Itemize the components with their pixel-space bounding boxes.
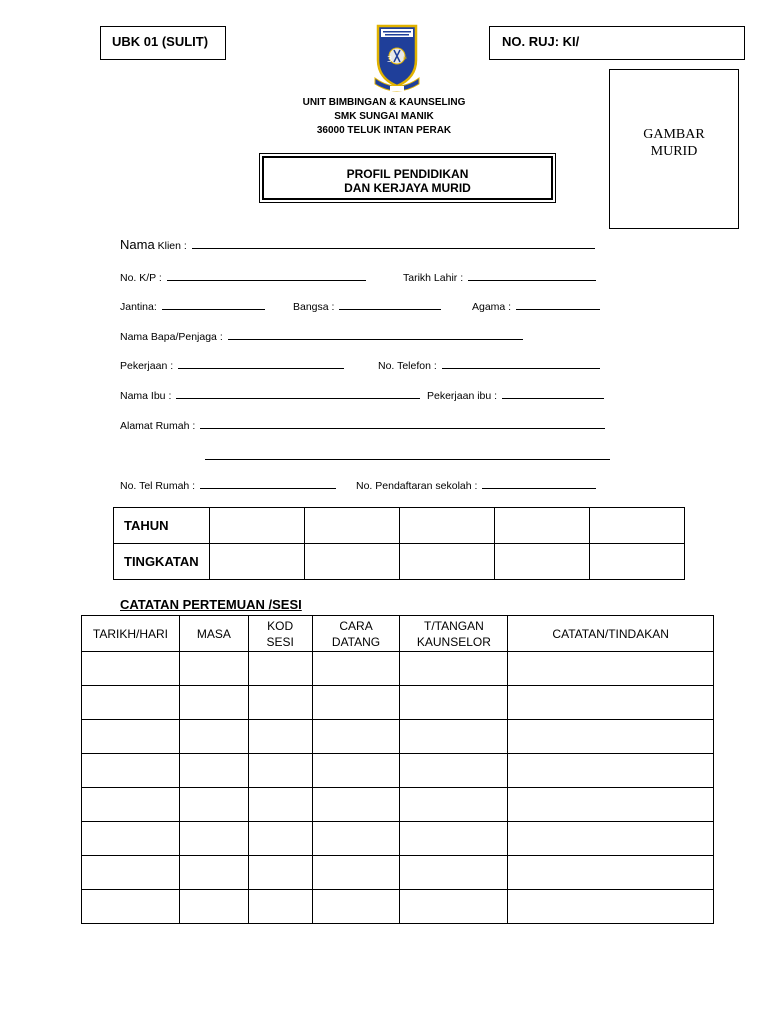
field-alamat-rumah[interactable] (120, 418, 605, 432)
header-tarikh-hari: TARIKH/HARI (82, 616, 180, 652)
label-no-pendaftaran: No. Pendaftaran sekolah : (356, 480, 478, 492)
table-cell[interactable] (508, 720, 714, 754)
table-row (82, 856, 714, 890)
field-nama-ibu[interactable] (120, 388, 420, 402)
input-line-nama[interactable] (192, 238, 595, 249)
table-cell[interactable] (312, 890, 400, 924)
table-row (82, 720, 714, 754)
table-cell[interactable] (495, 508, 590, 544)
input-line-bangsa[interactable] (339, 299, 441, 310)
table-cell[interactable] (400, 890, 508, 924)
label-tarikh-lahir: Tarikh Lahir : (403, 272, 464, 284)
svg-text:*: * (403, 55, 407, 64)
svg-text:3: 3 (387, 55, 393, 64)
sessions-title: CATATAN PERTEMUAN /SESI (120, 597, 302, 612)
table-cell[interactable] (312, 788, 400, 822)
field-tarikh-lahir[interactable] (403, 270, 596, 284)
table-row (82, 686, 714, 720)
input-line-agama[interactable] (516, 299, 600, 310)
label-tingkatan: TINGKATAN (114, 544, 210, 580)
table-cell[interactable] (508, 754, 714, 788)
table-cell[interactable] (179, 686, 248, 720)
field-nama-klien[interactable] (120, 237, 595, 252)
table-cell[interactable] (82, 754, 180, 788)
table-cell[interactable] (590, 508, 685, 544)
form-title-box (259, 153, 556, 203)
label-agama: Agama : (472, 301, 512, 313)
table-cell[interactable] (82, 856, 180, 890)
table-cell[interactable] (400, 788, 508, 822)
label-jantina: Jantina: (120, 301, 157, 313)
input-line-no-tel-rumah[interactable] (200, 478, 336, 489)
table-cell[interactable] (508, 856, 714, 890)
input-line-alamat-2[interactable] (205, 459, 610, 460)
table-cell[interactable] (305, 508, 400, 544)
field-nama-bapa[interactable] (120, 329, 523, 343)
field-no-kp[interactable] (120, 270, 366, 284)
table-cell[interactable] (400, 544, 495, 580)
table-cell[interactable] (400, 686, 508, 720)
label-pekerjaan: Pekerjaan : (120, 360, 174, 372)
table-cell[interactable] (400, 754, 508, 788)
header-kod-sesi: KOD SESI (248, 616, 312, 652)
table-row (82, 890, 714, 924)
table-cell[interactable] (312, 754, 400, 788)
table-cell[interactable] (248, 788, 312, 822)
label-pekerjaan-ibu: Pekerjaan ibu : (427, 390, 498, 402)
table-cell[interactable] (495, 544, 590, 580)
reference-number-box (489, 26, 745, 60)
table-row (82, 652, 714, 686)
label-nama-ibu: Nama Ibu : (120, 390, 172, 402)
table-cell[interactable] (179, 754, 248, 788)
label-no-kp: No. K/P : (120, 272, 162, 284)
table-cell[interactable] (179, 720, 248, 754)
table-cell[interactable] (82, 822, 180, 856)
table-cell[interactable] (82, 720, 180, 754)
table-cell[interactable] (248, 652, 312, 686)
reference-number-label: NO. RUJ: KI/ (502, 34, 580, 49)
input-line-nama-ibu[interactable] (176, 388, 420, 399)
table-cell[interactable] (508, 788, 714, 822)
table-cell[interactable] (305, 544, 400, 580)
table-row (82, 788, 714, 822)
table-cell[interactable] (248, 720, 312, 754)
field-agama[interactable] (472, 299, 600, 313)
header-masa: MASA (179, 616, 248, 652)
table-cell[interactable] (210, 544, 305, 580)
table-row-tingkatan (114, 544, 685, 580)
table-cell[interactable] (82, 788, 180, 822)
table-cell[interactable] (312, 856, 400, 890)
field-pekerjaan[interactable] (120, 358, 344, 372)
field-pekerjaan-ibu[interactable] (427, 388, 604, 402)
unit-name: UNIT BIMBINGAN & KAUNSELING (302, 97, 466, 108)
label-bangsa: Bangsa : (293, 301, 335, 313)
table-cell[interactable] (248, 686, 312, 720)
input-line-pekerjaan[interactable] (178, 358, 344, 369)
table-cell[interactable] (248, 754, 312, 788)
table-cell[interactable] (312, 822, 400, 856)
table-cell[interactable] (508, 890, 714, 924)
table-cell[interactable] (590, 544, 685, 580)
table-cell[interactable] (312, 652, 400, 686)
label-tahun: TAHUN (114, 508, 210, 544)
field-jantina[interactable] (120, 299, 265, 313)
table-row-tahun (114, 508, 685, 544)
table-cell[interactable] (179, 856, 248, 890)
table-cell[interactable] (179, 788, 248, 822)
field-bangsa[interactable] (293, 299, 441, 313)
photo-label-line1: GAMBAR (643, 127, 705, 142)
sessions-header-row (82, 616, 714, 652)
form-title-line1: PROFIL PENDIDIKAN (346, 167, 469, 181)
table-cell[interactable] (312, 686, 400, 720)
input-line-jantina[interactable] (162, 299, 265, 310)
form-code-box (100, 26, 226, 60)
table-cell[interactable] (82, 652, 180, 686)
table-cell[interactable] (248, 822, 312, 856)
label-no-tel-rumah: No. Tel Rumah : (120, 480, 196, 492)
table-cell[interactable] (400, 856, 508, 890)
input-line-tarikh-lahir[interactable] (468, 270, 596, 281)
photo-label-line2: MURID (650, 144, 698, 159)
field-no-telefon[interactable] (378, 358, 600, 372)
table-row (82, 822, 714, 856)
header-cara-datang: CARA DATANG (312, 616, 400, 652)
table-cell[interactable] (210, 508, 305, 544)
table-cell[interactable] (400, 720, 508, 754)
table-cell[interactable] (179, 822, 248, 856)
input-line-alamat-1[interactable] (200, 418, 605, 429)
input-line-nama-bapa[interactable] (228, 329, 523, 340)
form-title-line2: DAN KERJAYA MURID (344, 181, 471, 195)
table-cell[interactable] (179, 890, 248, 924)
input-line-pekerjaan-ibu[interactable] (502, 388, 604, 399)
input-line-no-kp[interactable] (167, 270, 366, 281)
table-cell[interactable] (400, 822, 508, 856)
year-form-table (113, 507, 685, 580)
table-cell[interactable] (82, 686, 180, 720)
table-cell[interactable] (400, 508, 495, 544)
student-photo-box (609, 69, 739, 229)
input-line-no-pendaftaran[interactable] (482, 478, 596, 489)
table-cell[interactable] (248, 890, 312, 924)
table-cell[interactable] (248, 856, 312, 890)
table-cell[interactable] (82, 890, 180, 924)
table-cell[interactable] (400, 652, 508, 686)
header-tandatangan-kaunselor: T/TANGAN KAUNSELOR (400, 616, 508, 652)
sessions-table (81, 615, 714, 924)
table-cell[interactable] (312, 720, 400, 754)
table-cell[interactable] (508, 686, 714, 720)
field-no-pendaftaran[interactable] (356, 478, 596, 492)
label-nama: Nama (120, 237, 155, 252)
header-catatan-tindakan: CATATAN/TINDAKAN (508, 616, 714, 652)
school-address: 36000 TELUK INTAN PERAK (316, 125, 452, 136)
table-cell[interactable] (508, 822, 714, 856)
school-name: SMK SUNGAI MANIK (334, 111, 434, 122)
table-cell[interactable] (179, 652, 248, 686)
school-crest-logo (372, 20, 422, 96)
field-no-tel-rumah[interactable] (120, 478, 336, 492)
label-nama-bapa: Nama Bapa/Penjaga : (120, 331, 223, 343)
form-code: UBK 01 (SULIT) (112, 34, 209, 49)
input-line-no-telefon[interactable] (442, 358, 600, 369)
table-cell[interactable] (508, 652, 714, 686)
label-klien: Klien : (157, 240, 187, 252)
label-no-telefon: No. Telefon : (378, 360, 437, 372)
label-alamat-rumah: Alamat Rumah : (120, 420, 196, 432)
table-row (82, 754, 714, 788)
